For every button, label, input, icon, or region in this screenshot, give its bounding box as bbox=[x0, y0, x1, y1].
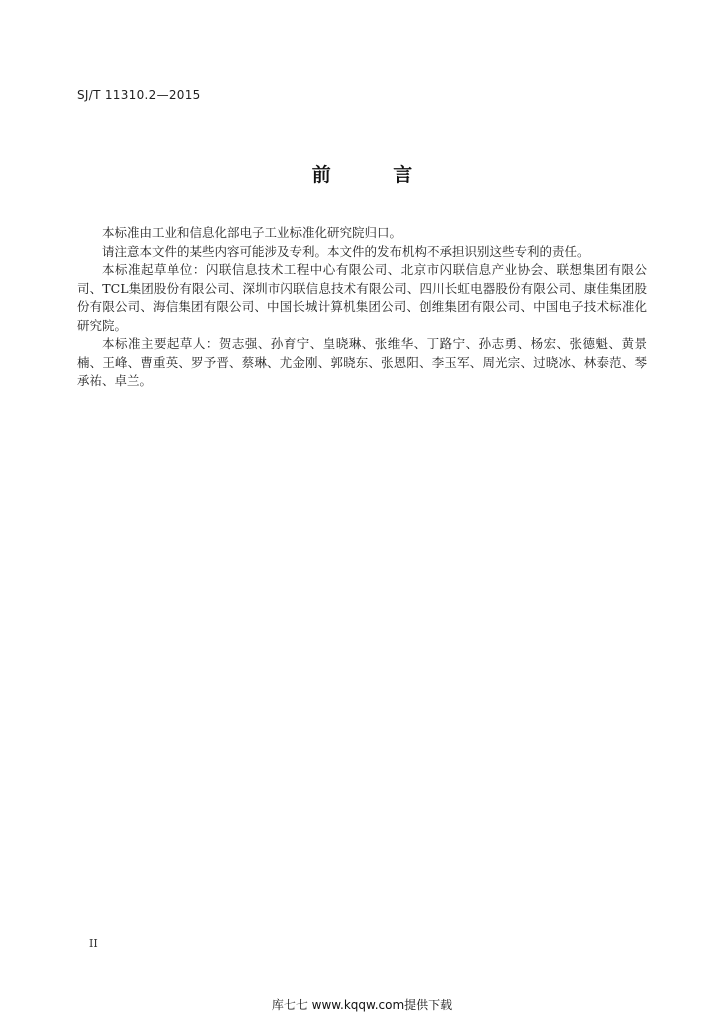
paragraph-drafters: 本标准主要起草人：贺志强、孙育宁、皇晓琳、张维华、丁路宁、孙志勇、杨宏、张德魁、黄景楠、王峰、曹重英、罗予晋、蔡琳、尤金刚、郭晓东、张恩阳、李玉军、周光宗、过晓冰、林泰范、琴承祐、卓兰。 bbox=[77, 336, 647, 388]
paragraph-drafting-units: 本标准起草单位：闪联信息技术工程中心有限公司、北京市闪联信息产业协会、联想集团有限公司、TCL集团股份有限公司、深圳市闪联信息技术有限公司、四川长虹电器股份有限公司、康佳集团股份有限公司、海信集团有限公司、中国长城计算机集团公司、创维集团有限公司、中国电子技术标准化研究院。 bbox=[77, 262, 647, 333]
page-number: II bbox=[89, 937, 98, 950]
standard-code: SJ/T 11310.2—2015 bbox=[77, 88, 201, 102]
paragraph-administration: 本标准由工业和信息化部电子工业标准化研究院归口。 bbox=[102, 225, 403, 240]
page-title: 前 言 bbox=[311, 164, 441, 186]
download-footer: 库七七 www.kqqw.com提供下载 bbox=[271, 998, 453, 1012]
paragraph-patent-notice: 请注意本文件的某些内容可能涉及专利。本文件的发布机构不承担识别这些专利的责任。 bbox=[102, 243, 590, 259]
foreword-body bbox=[77, 224, 647, 391]
